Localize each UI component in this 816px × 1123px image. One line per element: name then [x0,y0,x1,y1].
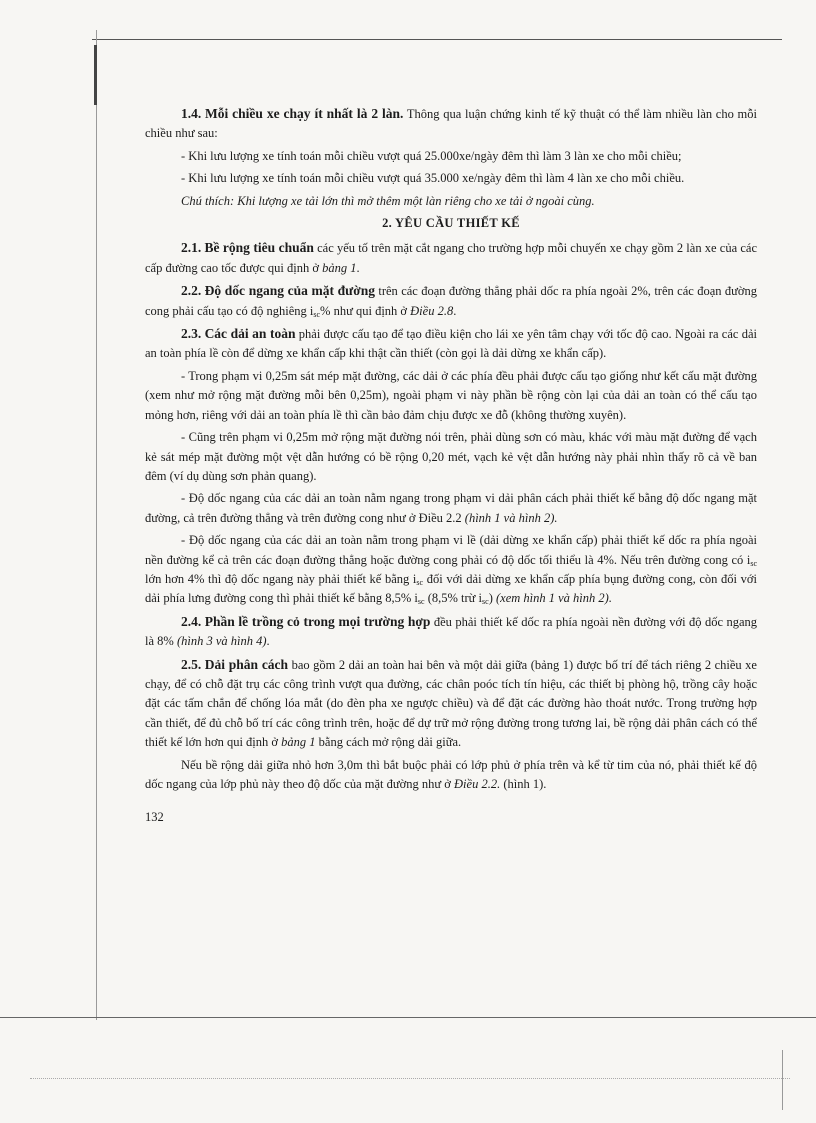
section-heading: Bề rộng tiêu chuẩn [204,240,314,256]
section-number: 2.3. [181,326,202,342]
subscript: sc [482,597,489,607]
scan-top-border [92,39,782,40]
paragraph-median-cover [145,756,757,795]
bullet-25000: - Khi lưu lượng xe tính toán mỗi chiều vượt quá 25.000xe/ngày đêm thì làm 3 làn xe cho mỗi chiều; [181,148,682,163]
section-heading: Dải phân cách [204,656,289,672]
section-number: 1.4. [181,106,202,121]
punctuation: . [453,303,457,318]
table-reference: bảng 1 [322,260,357,275]
paragraph-text: (hình 1). [503,777,547,791]
paragraph-text: (8,5% trừ i [424,591,483,606]
figure-reference: (xem hình 1 và hình 2). [496,591,612,606]
table-reference: bảng 1 [281,735,316,750]
subscript: sc [416,577,424,587]
bullet-guide-marking: - Cũng trên phạm vi 0,25m mở rộng mặt đường nói trên, phải dùng sơn có màu, khác với màu mặt đường để vạch kẻ sát mép mặt đường một vệt dẫn hướng có bề rộng 0,20 mét, vạch kẻ vệt dẫn hướng này phải nhìn thấy rõ cả về ban đêm (ví dụ dùng sơn phản quang). [145,430,757,483]
section-number: 2.5. [181,656,202,672]
scan-bottom-border [0,1017,816,1018]
figure-reference: (hình 1 và hình 2). [464,510,558,525]
punctuation: . [266,634,270,649]
section-heading: Phần lề trồng cỏ trong mọi trường hợp [204,613,431,629]
paragraph-text: đối với dải dừng xe khẩn cấp phía bụng đường cong, còn đối với dải phía lưng đường cong thì phải thiết kế bằng 8,5% i [145,571,757,606]
scan-corner-mark [782,1050,783,1110]
scan-left-edge [96,30,97,1020]
paragraph-text: các yếu tố trên mặt cắt ngang cho trường hợp mỗi chuyến xe chạy gồm 2 làn xe của các cấp đường cao tốc được qui định ở [145,241,758,275]
paragraph-1-4 [145,104,757,144]
paragraph-text: đều phải thiết kế dốc ra phía ngoài nền đường với độ dốc ngang là 8% [145,614,757,649]
article-reference: Điều 2.8 [410,303,454,318]
paragraph-2-2 [145,281,757,321]
bullet-surface-structure: - Trong phạm vi 0,25m sát mép mặt đường, các dải ở các phía đều phải được cấu tạo giống như kết cấu mặt đường (xem như mở rộng mặt đường mỗi bên 0,25m), ngoài phạm vi này phần bề rộng còn lại của dải an toàn có thể cấu tạo mỏng hơn, riêng với dải an toàn phía lề thì cần bảo đảm chịu được xe đỗ (không thường xuyên). [145,368,757,422]
bullet-35000: - Khi lưu lượng xe tính toán mỗi chiều vượt quá 35.000 xe/ngày đêm thì làm 4 làn xe cho mỗi chiều. [181,171,685,186]
section-number: 2.1. [181,240,202,256]
subscript: sc [750,558,757,568]
scan-bottom-noise [30,1078,790,1079]
paragraph-text: lớn hơn 4% thì độ dốc ngang này phải thiết kế bằng i [145,571,417,586]
section-number: 2.2. [181,283,202,299]
paragraph-text: - Độ dốc ngang của các dải an toàn nằm ngang trong phạm vi dải phân cách phải thiết kế bằng độ dốc ngang mặt đường, cả trên đường thẳng và trên đường cong như ở Điều 2.2 [145,491,757,525]
bullet-shoulder-slope [145,531,757,609]
paragraph-text: phải được cấu tạo để tạo điều kiện cho lái xe yên tâm chạy với tốc độ cao. Ngoài ra các dải an toàn phía lề còn để dừng xe khẩn cấp khi thật cần thiết (còn gọi là dải dừng xe khẩn cấp). [145,327,758,361]
document-body [145,104,757,828]
paragraph-2-1 [145,238,757,278]
figure-reference: (hình 3 và hình 4) [176,634,267,649]
bullet-median-slope [145,489,757,528]
paragraph-text: Nếu bề rộng dải giữa nhỏ hơn 3,0m thì bắt buộc phải có lớp phủ ở phía trên và kể từ tim của nó, phải thiết kế độ dốc ngang của lớp phủ này theo độ dốc của mặt đường như ở [145,757,757,791]
paragraph-text: trên các đoạn đường thẳng phải dốc ra phía ngoài 2%, trên các đoạn đường cong phải cấu tạo có độ nghiêng i [145,284,758,318]
paragraph-text: - Độ dốc ngang của các dải an toàn nằm trong phạm vi lề (dải dừng xe khẩn cấp) phải thiết kế dốc ra phía ngoài nền đường kể cả trên các đoạn đường thẳng hoặc đường cong phải có độ dốc tối thiểu là 4%. Nếu trên đường cong có i [145,533,757,567]
paragraph-2-4 [145,612,757,652]
paragraph-text: bằng cách mở rộng dải giữa. [318,735,462,750]
paragraph-text: % như qui định ở [320,303,408,318]
paragraph-text: bao gồm 2 dải an toàn hai bên và một dải giữa (bảng 1) được bố trí để tách riêng 2 chiều xe chạy, để có chỗ đặt trụ các công trình vượt qua đường, các chân poóc tích tín hiệu, các thiết bị phòng hộ, trồng cây hoặc đặt các tấm chắn để chống lóa mắt (do đèn pha xe ngược chiều) và để đặt các đường hào thoát nước. Trong trường hợp cần thiết, để đủ chỗ bố trí các công trình trên, hoặc để dự trữ mở rộng đường trong tương lai, bề rộng dải phân cách có thể thiết kế lớn hơn qui định ở [145,657,757,750]
section-heading: Mỗi chiều xe chạy ít nhất là 2 làn. [204,106,404,121]
scan-binding-mark [94,45,97,105]
punctuation: . [356,260,360,275]
note-text: Chú thích: Khi lượng xe tải lớn thì mở thêm một làn riêng cho xe tải ở ngoài cùng. [181,193,595,208]
paragraph-2-5 [145,655,757,753]
paragraph-text: Thông qua luận chứng kinh tế kỹ thuật có thể làm nhiều làn cho mỗi chiều như sau: [145,107,757,141]
subscript: sc [313,309,321,319]
section-title: 2. YÊU CẦU THIẾT KẾ [382,216,520,231]
article-reference: Điều 2.2. [454,777,501,791]
paragraph-text: ) [488,591,493,606]
section-heading: Các dải an toàn [204,326,296,342]
paragraph-2-3 [145,324,757,364]
page-number: 132 [145,810,164,825]
section-number: 2.4. [181,613,202,629]
section-heading: Độ dốc ngang của mặt đường [204,283,375,299]
subscript: sc [417,597,425,607]
